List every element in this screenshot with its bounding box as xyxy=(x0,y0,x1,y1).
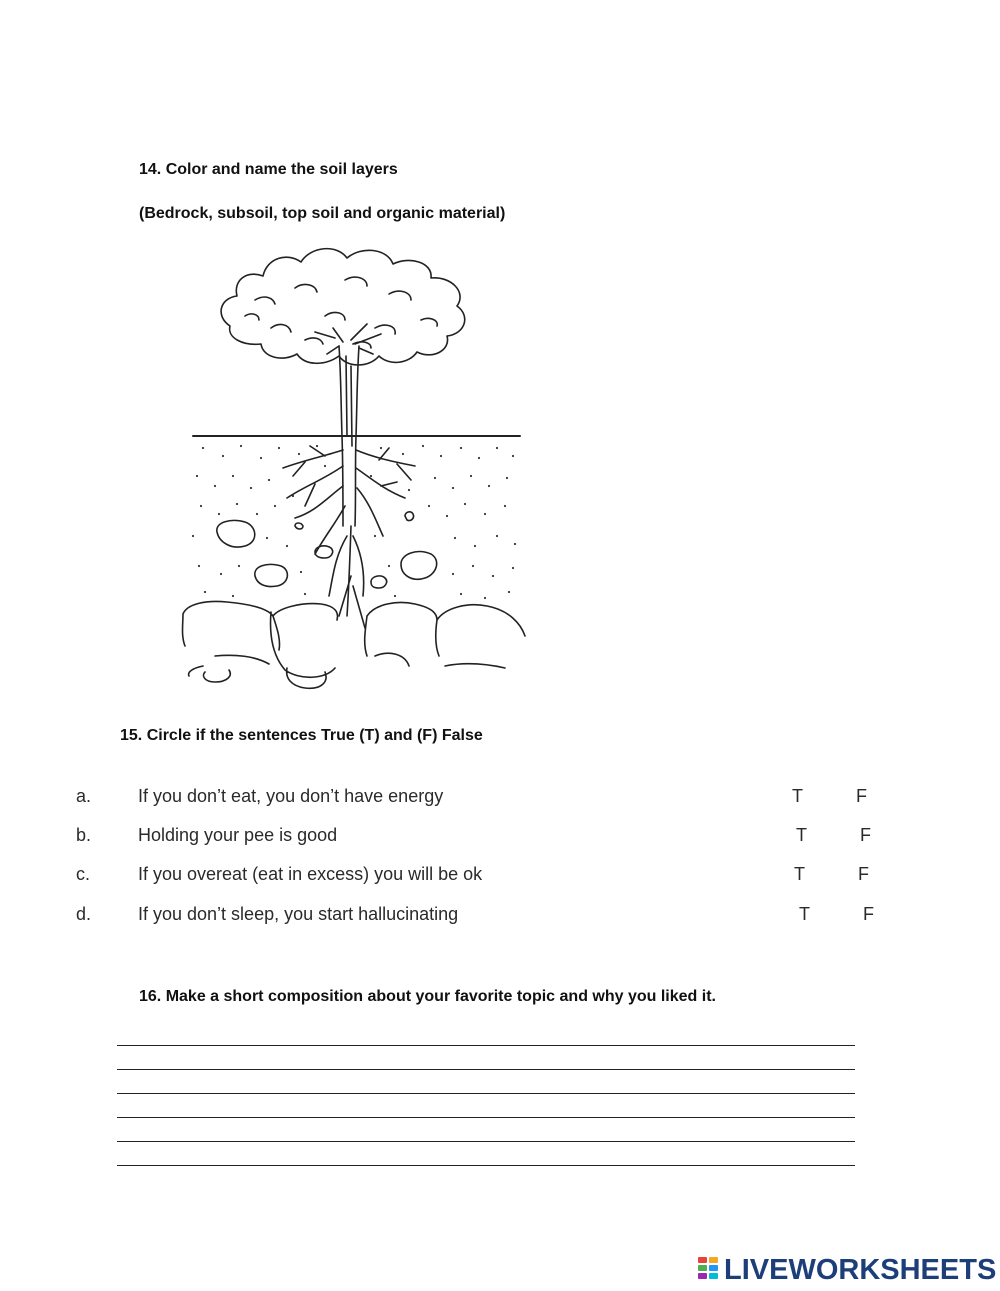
tf-letter: b. xyxy=(76,825,92,845)
answer-line[interactable] xyxy=(117,1069,855,1070)
answer-line[interactable] xyxy=(117,1117,855,1118)
tf-row-a xyxy=(0,786,1000,812)
liveworksheets-brand xyxy=(697,1253,996,1287)
liveworksheets-logo-icon xyxy=(697,1255,721,1285)
tf-letter: a. xyxy=(76,786,92,806)
tf-letter: d. xyxy=(76,904,92,924)
tree-soil-layers-illustration xyxy=(175,236,540,691)
question-15-title: 15. Circle if the sentences True (T) and (F) False xyxy=(120,727,483,744)
bedrock-layer xyxy=(183,602,526,689)
false-option[interactable]: F xyxy=(860,825,871,845)
tf-statement: Holding your pee is good xyxy=(138,825,338,845)
tree-canopy xyxy=(221,249,465,365)
tf-row-d xyxy=(0,904,1000,930)
answer-line[interactable] xyxy=(117,1093,855,1094)
answer-line[interactable] xyxy=(117,1165,855,1166)
answer-line[interactable] xyxy=(117,1045,855,1046)
false-option[interactable]: F xyxy=(858,864,869,884)
answer-line[interactable] xyxy=(117,1141,855,1142)
brand-name: LIVEWORKSHEETS xyxy=(724,1253,997,1286)
false-option[interactable]: F xyxy=(863,904,874,924)
true-option[interactable]: T xyxy=(792,786,803,806)
tf-statement: If you don’t sleep, you start hallucinating xyxy=(138,904,459,924)
question-16-title: 16. Make a short composition about your favorite topic and why you liked it. xyxy=(139,988,716,1005)
true-option[interactable]: T xyxy=(796,825,807,845)
tree-roots xyxy=(283,446,415,628)
true-option[interactable]: T xyxy=(794,864,805,884)
tf-statement: If you overeat (eat in excess) you will be ok xyxy=(138,864,483,884)
false-option[interactable]: F xyxy=(856,786,867,806)
tf-letter: c. xyxy=(76,864,91,884)
tf-row-b xyxy=(0,825,1000,851)
tf-statement: If you don’t eat, you don’t have energy xyxy=(138,786,444,806)
question-14-title: 14. Color and name the soil layers xyxy=(139,161,398,178)
question-14-subtitle: (Bedrock, subsoil, top soil and organic material) xyxy=(139,205,506,222)
true-option[interactable]: T xyxy=(799,904,810,924)
tf-row-c xyxy=(0,864,1000,890)
soil-speckles xyxy=(192,445,516,599)
